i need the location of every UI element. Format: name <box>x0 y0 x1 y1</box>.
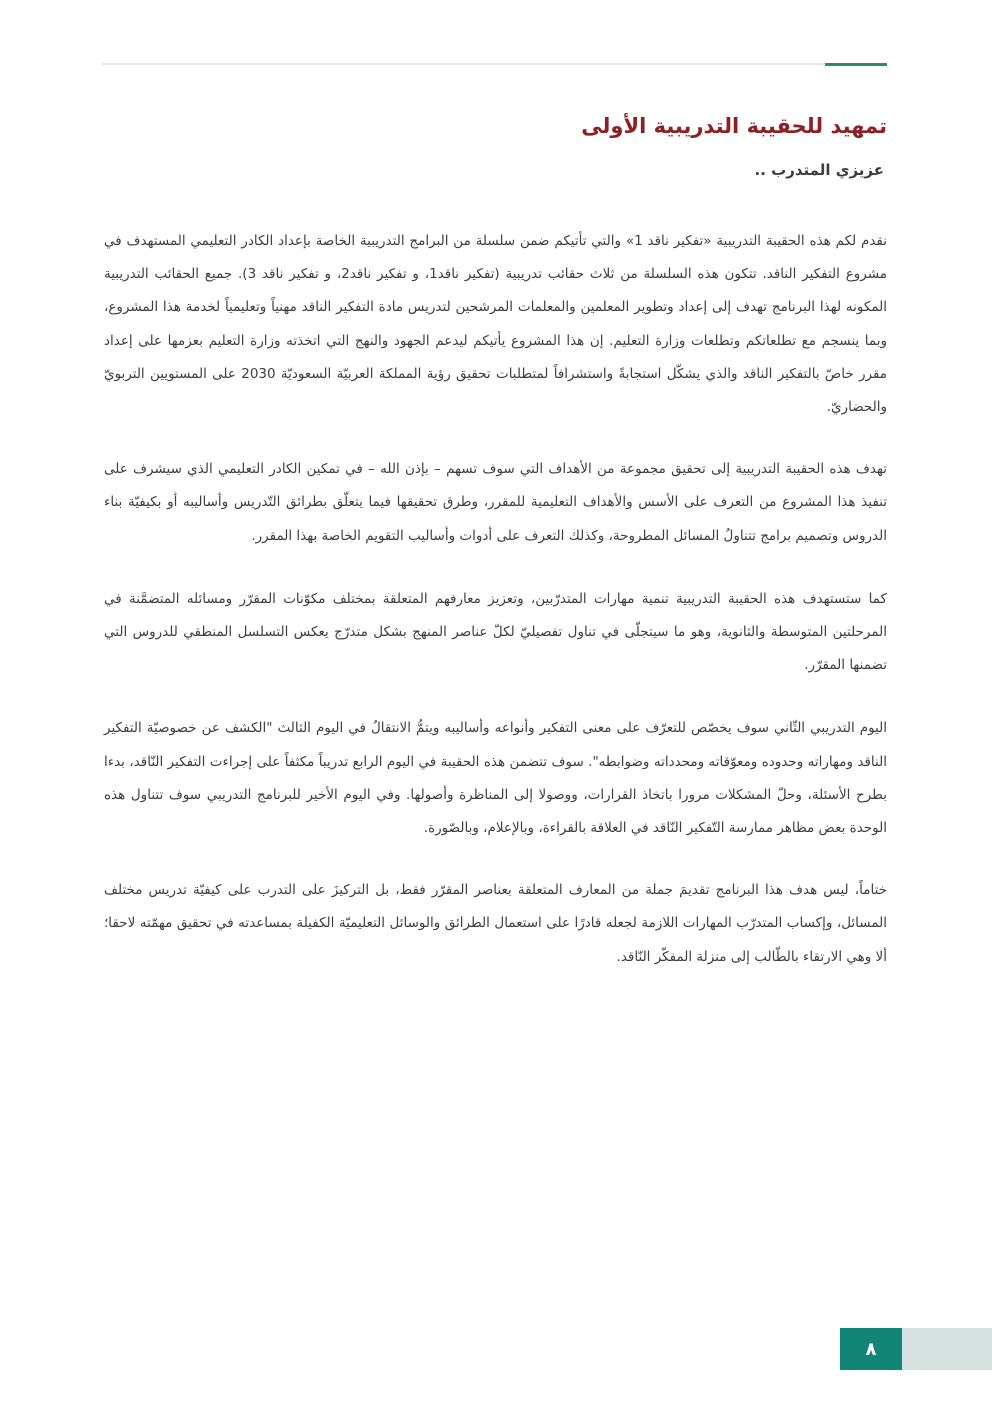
footer-band <box>902 1328 992 1370</box>
paragraph-schedule: اليوم التدريبي الثّاني سوف يخصّص للتعرّف على معنى التفكير وأنواعه وأساليبه ويتمُّ الانتقالُ في اليوم الثالث "الكشف عن خصوصيّة التفكير الناقد ومهاراته وحدوده ومعوّقاته ومحدداته وضوابطه". سوف تتضمن هذه الحقيبة في اليوم الرابع تدريباً مكثفاً على إجراءت التفكير النّاقد، بدءا بطرح الأسئلة، وحلّ المشكلات مرورا باتخاذ القرارات، ووصولا إلى المناظرة وأصولها. وفي اليوم الأخير للبرنامج التدريبي سوف تتناول هذه الوحدة بعض مظاهر ممارسة التّفكير النّاقد في العلاقة بالقراءة، وبالإعلام، وبالصّورة. <box>104 720 887 837</box>
page-title: تمهيد للحقيبة التدريبية الأولى <box>581 114 887 138</box>
paragraph-objectives: تهدف هذه الحقيبة التدريبية إلى تحقيق مجموعة من الأهداف التي سوف تسهم – بإذن الله – في تمكين الكادر التعليمي الذي سيشرف على تنفيذ هذا المشروع من التعرف على الأسس والأهداف التعليمية للمقرر، وطرق تحقيقها فيما يتعلّق بطرائق التّدريس وأساليبه أو بكيفيّة بناء الدروس وتصميم برامج تتناولُ المسائل المطروحة، وكذلك التعرف على أدوات وأساليب التقويم الخاصة بهذا المقرر. <box>104 461 887 544</box>
page-number <box>840 1328 902 1370</box>
header-accent-bar <box>825 63 887 66</box>
paragraph-introduction: نقدم لكم هذه الحقيبة التدريبية «تفكير ناقد 1» والتي تأتيكم ضمن سلسلة من البرامج التدريبية الخاصة بإعداد الكادر التعليمي المستهدف في مشروع التفكير الناقد. تتكون هذه السلسلة من ثلاث حقائب تدريبية (تفكير ناقد1، و تفكير ناقد2، و تفكير ناقد 3). جميع الحقائب التدريبية المكونه لهذا البرنامج تهدف إلى إعداد وتطوير المعلمين والمعلمات المرشحين لتدريس مادة التفكير الناقد مهنياً وتعليمياً لخدمة هذا المشروع، وبما ينسجم مع تطلعاتكم وتطلعات وزارة التعليم. إن هذا المشروع يأتيكم ليدعم الجهود والنهج التي اتخذته وزارة التعليم بعزمها على إعداد مقرر خاصّ بالتفكير الناقد والذي يشكّل استجابةً واستشرافاً لمتطلبات تحقيق رؤية المملكة العربيّة السعوديّة 2030 على المستويين التربويّ والحضاريّ. <box>104 233 888 416</box>
greeting-heading: عزيزي المتدرب .. <box>754 161 884 179</box>
page-number-label: ٨ <box>865 1338 877 1360</box>
paragraph-conclusion: ختاماً، ليس هدف هذا البرنامج تقديمَ جملة من المعارف المتعلقة بعناصر المقرّر فقط، بل التركيزَ على التدرب على كيفيّة تدريس مختلف المسائل، وإكساب المتدرّب المهارات اللازمة لجعله قادرًا على استعمال الطرائق والوسائل التعليميّة الكفيلة بمساعدته في تحقيق مهمّته لاحقا؛ ألا وهي الارتقاء بالطّالب إلى منزلة المفكّر النّاقد. <box>104 882 887 965</box>
body-text <box>104 225 887 974</box>
paragraph-skills: كما ستستهدف هذه الحقيبة التدريبية تنمية مهارات المتدرّبين، وتعزيز معارفهم المتعلقة بمختلف مكوّنات المقرّر ومسائله المتضمَّنة في المرحلتين المتوسطة والثانوية، وهو ما سيتجلّى في تناول تفصيليّ لكلّ عناصر المنهج بشكل متدرّج يعكس التسلسل المنطقي للدروس التي تضمنها المقرّر. <box>104 590 887 674</box>
header-rule <box>102 63 887 65</box>
